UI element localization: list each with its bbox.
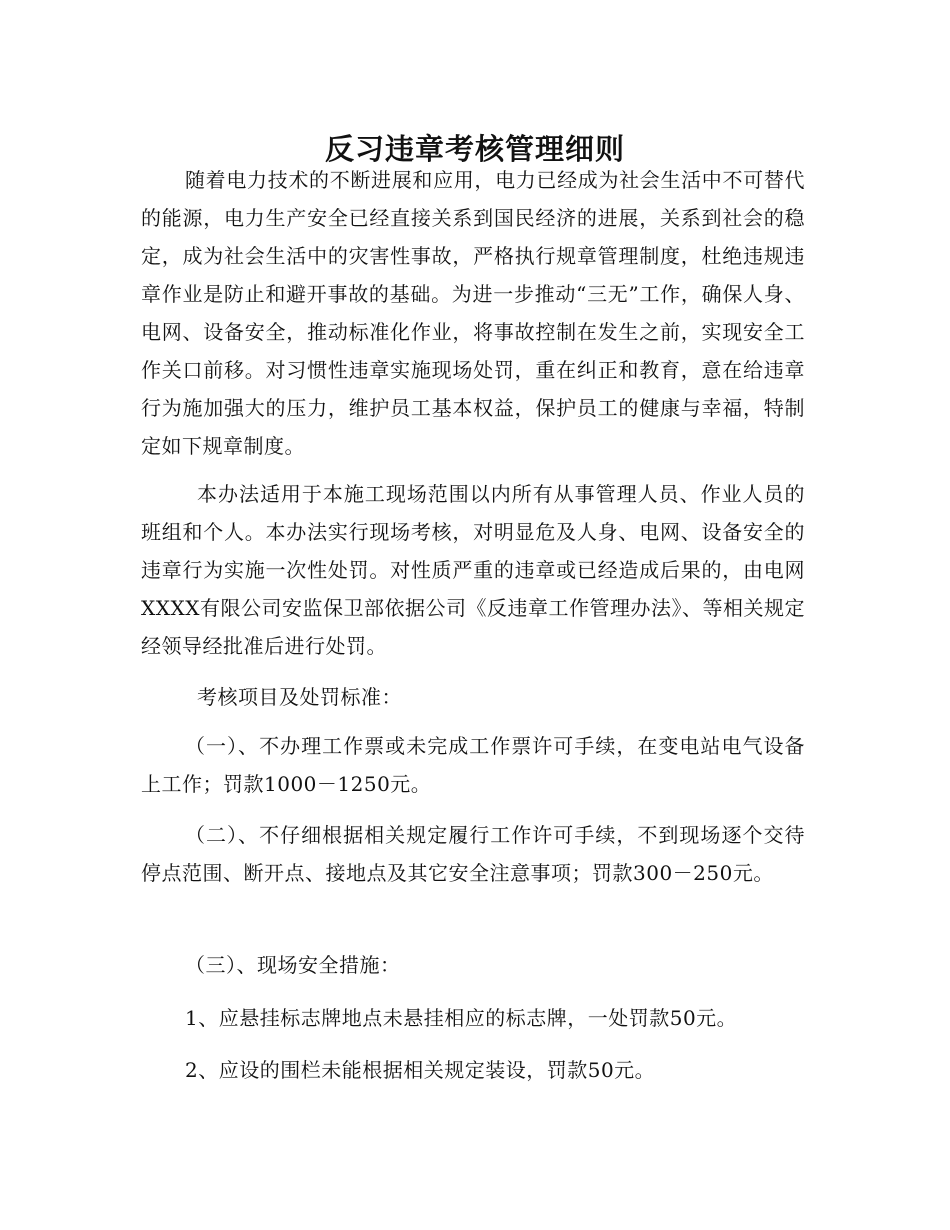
paragraph-subitem-2: 2、应设的围栏未能根据相关规定装设，罚款50元。 [185,1058,656,1082]
paragraph-standards-heading: 考核项目及处罚标准： [197,685,402,709]
paragraph-scope: 本办法适用于本施工现场范围以内所有从事管理人员、作业人员的班组和个人。本办法实行现场考核，对明显危及人身、电网、设备安全的违章行为实施一次性处罚。对性质严重的违章或已经造成后果的，由电网XXXX有限公司安监保卫部依据公司《反违章工作管理办法》、等相关规定经领导经批准后进行处罚。 [141,482,805,658]
paragraph-item-1: （一）、不办理工作票或未完成工作票许可手续，在变电站电气设备上工作；罚款1000－1250元。 [141,734,805,796]
paragraph-item-3: （三）、现场安全措施： [185,953,401,977]
paragraph-intro: 随着电力技术的不断进展和应用，电力已经成为社会生活中不可替代的能源，电力生产安全已经直接关系到国民经济的进展，关系到社会的稳定，成为社会生活中的灾害性事故，严格执行规章管理制度，杜绝违规违章作业是防止和避开事故的基础。为进一步推动“三无”工作，确保人身、电网、设备安全，推动标准化作业，将事故控制在发生之前，实现安全工作关口前移。对习惯性违章实施现场处罚，重在纠正和教育，意在给违章行为施加强大的压力，维护员工基本权益，保护员工的健康与幸福，特制定如下规章制度。 [141,168,805,458]
document-title: 反习违章考核管理细则 [324,132,625,167]
paragraph-item-2: （二）、不仔细根据相关规定履行工作许可手续，不到现场逐个交待停点范围、断开点、接地点及其它安全注意事项；罚款300－250元。 [141,823,805,885]
paragraph-subitem-1: 1、应悬挂标志牌地点未悬挂相应的标志牌，一处罚款50元。 [185,1006,738,1030]
